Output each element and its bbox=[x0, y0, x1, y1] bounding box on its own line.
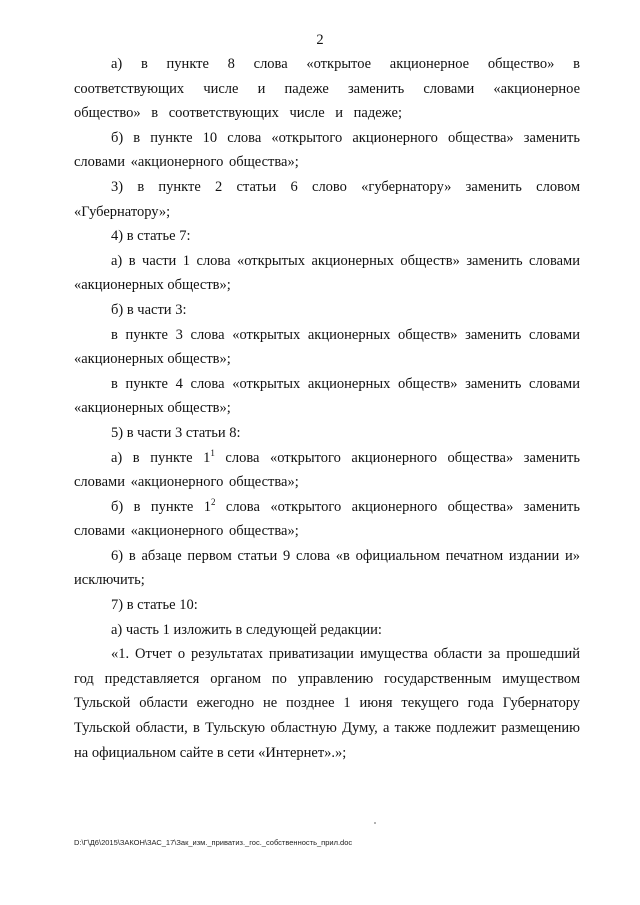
paragraph-13: 7) в статье 10: bbox=[111, 597, 198, 614]
paragraph-1: а) в пункте 8 слова «открытое акционерное общество» в соответствующих числе и падеже заменить словами «акционерное общество» в соответствующих числе и падеже; bbox=[74, 56, 580, 122]
paragraph-10-end: слова «открытого акционерного общества» заменить словами «акционерного общества»; bbox=[74, 449, 580, 491]
paragraph-6: б) в части 3: bbox=[111, 301, 187, 318]
paragraph-11 bbox=[74, 495, 580, 544]
paragraph-2: б) в пункте 10 слова «открытого акционерного общества» заменить словами «акционерного общества»; bbox=[74, 129, 580, 171]
paragraph-11-superscript: 2 bbox=[210, 496, 216, 507]
paragraph-10-superscript: 1 bbox=[210, 447, 215, 458]
paragraph-12: 6) в абзаце первом статьи 9 слова «в официальном печатном издании и» исключить; bbox=[74, 547, 580, 589]
paragraph-11-start: б) в пункте 1 bbox=[111, 498, 211, 515]
footer-file-path: D:\Г\Д6\2015\ЗАКОН\ЗАС_17\Зак_изм._приватиз._гос._собственность_прил.doc bbox=[74, 838, 353, 847]
paragraph-3: 3) в пункте 2 статьи 6 слово «губернатору» заменить словом «Губернатору»; bbox=[74, 178, 580, 220]
paragraph-15: «1. Отчет о результатах приватизации имущества области за прошедший год представляется органом по управлению государственным имуществом Тульской области ежегодно не позднее 1 июня текущего года Губернатору Тульской области, в Тульскую областную Думу, а также подлежит размещению на официальном сайте в сети «Интернет».»; bbox=[74, 646, 580, 761]
paragraph-11-end: слова «открытого акционерного общества» заменить словами «акционерного общества»; bbox=[74, 498, 580, 540]
paragraph-5: а) в части 1 слова «открытых акционерных обществ» заменить словами «акционерных обществ»; bbox=[74, 252, 580, 294]
scan-speck bbox=[374, 822, 376, 824]
paragraph-9: 5) в части 3 статьи 8: bbox=[111, 424, 241, 441]
paragraph-10 bbox=[74, 446, 580, 495]
document-body bbox=[74, 52, 580, 765]
paragraph-8: в пункте 4 слова «открытых акционерных обществ» заменить словами «акционерных обществ»; bbox=[74, 375, 580, 417]
paragraph-14: а) часть 1 изложить в следующей редакции: bbox=[111, 621, 382, 638]
paragraph-4: 4) в статье 7: bbox=[111, 228, 191, 245]
paragraph-10-start: а) в пункте 1 bbox=[111, 449, 211, 466]
paragraph-7: в пункте 3 слова «открытых акционерных обществ» заменить словами «акционерных обществ»; bbox=[74, 326, 580, 368]
page-number: 2 bbox=[316, 32, 324, 48]
